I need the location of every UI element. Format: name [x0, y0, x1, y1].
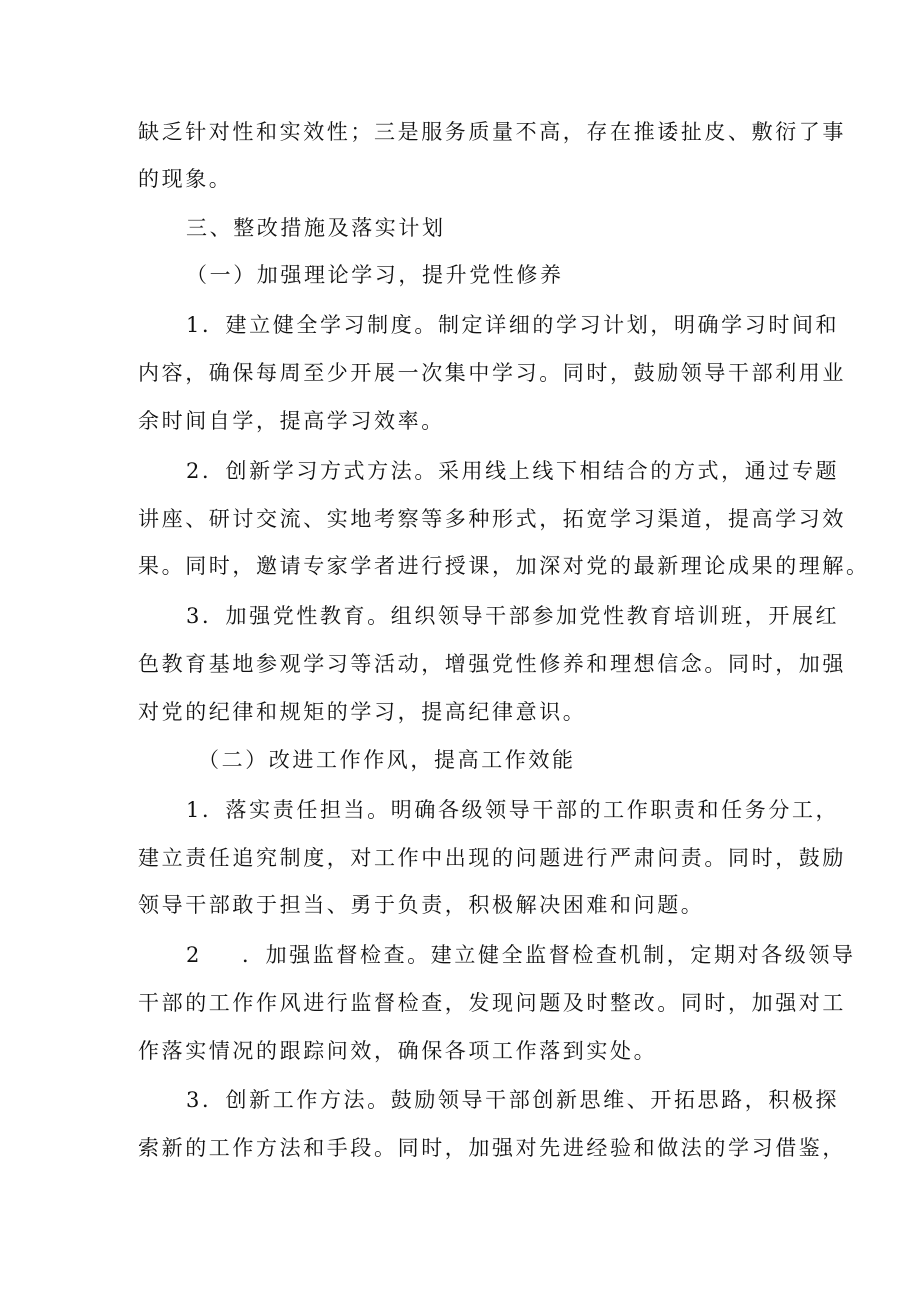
- paragraph-line: 缺乏针对性和实效性；三是服务质量不高，存在推诿扯皮、敷衍了事: [138, 120, 846, 144]
- paragraph-line: 1．建立健全学习制度。制定详细的学习计划，明确学习时间和: [186, 313, 840, 337]
- paragraph-line: 索新的工作方法和手段。同时，加强对先进经验和做法的学习借鉴，: [138, 1136, 846, 1160]
- paragraph-line: 干部的工作作风进行监督检查，发现问题及时整改。同时，加强对工: [138, 991, 846, 1015]
- paragraph-line: 1．落实责任担当。明确各级领导干部的工作职责和任务分工，: [186, 798, 840, 822]
- list-item-text: ．加强监督检查。建立健全监督检查机制，定期对各级领导: [241, 943, 856, 967]
- paragraph-line: 讲座、研讨交流、实地考察等多种形式，拓宽学习渠道，提高学习效: [138, 507, 846, 531]
- paragraph-line: 果。同时，邀请专家学者进行授课，加深对党的最新理论成果的理解。: [138, 554, 870, 578]
- paragraph-line: 余时间自学，提高学习效率。: [138, 409, 445, 433]
- section-heading: 三、整改措施及落实计划: [186, 216, 446, 240]
- paragraph-line: [186, 940, 856, 970]
- paragraph-line: 内容，确保每周至少开展一次集中学习。同时，鼓励领导干部利用业: [138, 361, 846, 385]
- list-number: 2: [186, 943, 202, 967]
- paragraph-line: 作落实情况的跟踪问效，确保各项工作落到实处。: [138, 1039, 658, 1063]
- paragraph-line: 2．创新学习方式方法。采用线上线下相结合的方式，通过专题: [186, 459, 840, 483]
- paragraph-line: 对党的纪律和规矩的学习，提高纪律意识。: [138, 700, 587, 724]
- subsection-heading: （二）改进工作作风，提高工作效能: [198, 748, 576, 772]
- paragraph-line: 的现象。: [138, 167, 233, 191]
- paragraph-line: 3．加强党性教育。组织领导干部参加党性教育培训班，开展红: [186, 604, 840, 628]
- paragraph-line: 3．创新工作方法。鼓励领导干部创新思维、开拓思路，积极探: [186, 1088, 840, 1112]
- paragraph-line: 建立责任追究制度，对工作中出现的问题进行严肃问责。同时，鼓励: [138, 846, 846, 870]
- paragraph-line: 色教育基地参观学习等活动，增强党性修养和理想信念。同时，加强: [138, 652, 846, 676]
- subsection-heading: （一）加强理论学习，提升党性修养: [186, 263, 564, 287]
- paragraph-line: 领导干部敢于担当、勇于负责，积极解决困难和问题。: [138, 893, 705, 917]
